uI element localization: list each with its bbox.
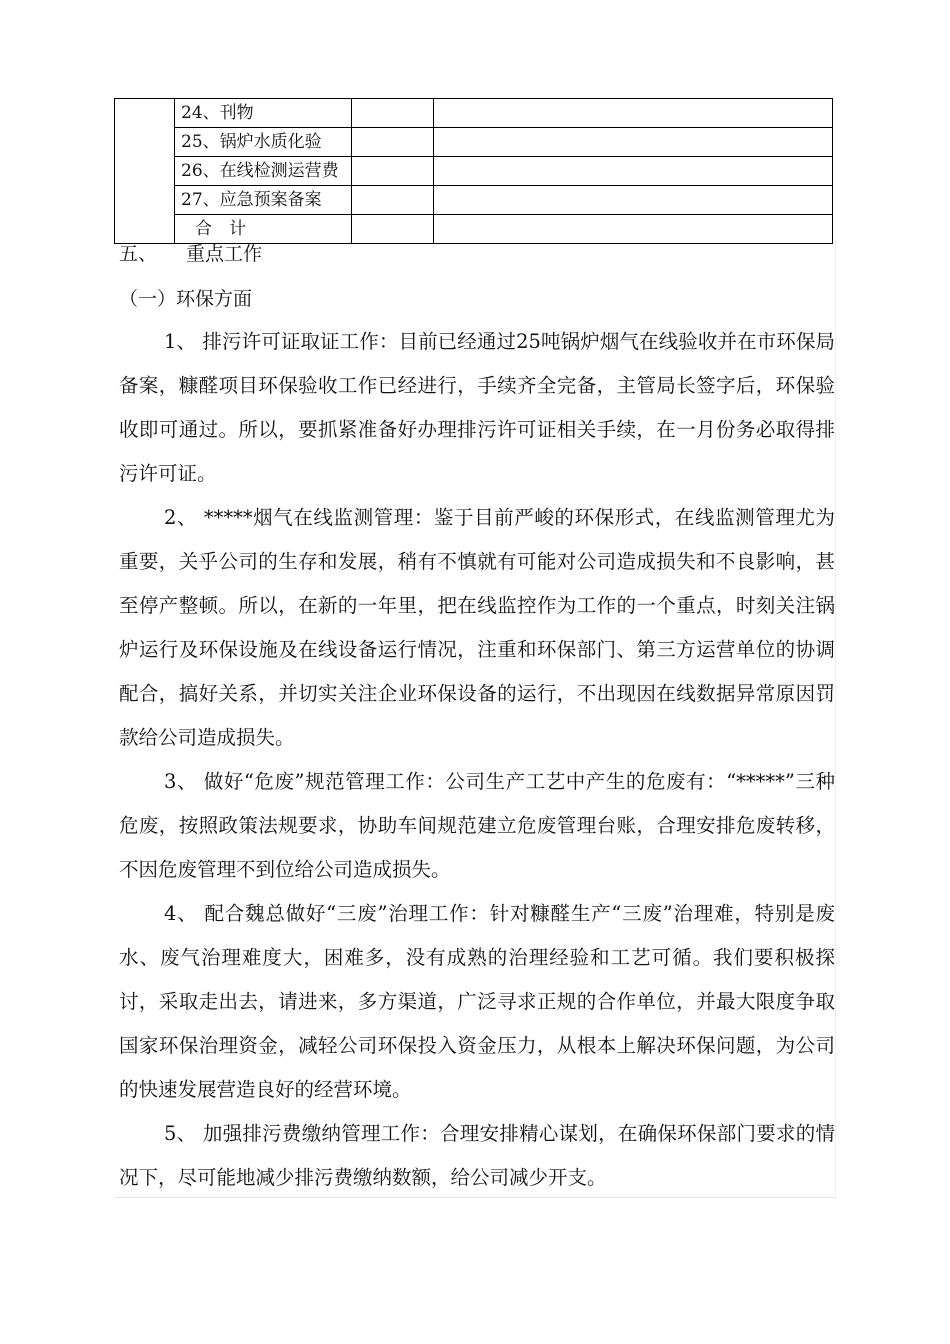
body-text <box>119 320 835 1200</box>
amount-cell <box>352 186 434 215</box>
subsection-title: （一）环保方面 <box>119 288 253 310</box>
amount-cell <box>352 215 434 244</box>
table-row <box>115 128 833 157</box>
paragraph-5: 5、 加强排污费缴纳管理工作：合理安排精心谋划，在确保环保部门要求的情况下，尽可能地减少排污费缴纳数额，给公司减少开支。 <box>119 1122 835 1189</box>
item-cell: 27、应急预案备案 <box>175 186 352 215</box>
cost-table <box>114 98 833 244</box>
item-cell: 26、在线检测运营费 <box>175 157 352 186</box>
note-cell <box>434 128 833 157</box>
table-row <box>115 186 833 215</box>
paragraph-1: 1、 排污许可证取证工作：目前已经通过25吨锅炉烟气在线验收并在市环保局备案，糠醛项目环保验收工作已经进行，手续齐全完备，主管局长签字后，环保验收即可通过。所以，要抓紧准备好办理排污许可证相关手续，在一月份务必取得排污许可证。 <box>119 330 835 485</box>
paragraph-3: 3、 做好“危废”规范管理工作：公司生产工艺中产生的危废有：“*****”三种危废，按照政策法规要求，协助车间规范建立危废管理台账，合理安排危废转移，不因危废管理不到位给公司造成损失。 <box>119 770 835 881</box>
amount-cell <box>352 99 434 128</box>
item-cell: 25、锅炉水质化验 <box>175 128 352 157</box>
page-border-right <box>835 240 836 1197</box>
paragraph-4: 4、 配合魏总做好“三废”治理工作：针对糠醛生产“三废”治理难，特别是废水、废气治理难度大，困难多，没有成熟的治理经验和工艺可循。我们要积极探讨，采取走出去，请进来，多方渠道，广泛寻求正规的合作单位，并最大限度争取国家环保治理资金，减轻公司环保投入资金压力，从根本上解决环保问题，为公司的快速发展营造良好的经营环境。 <box>119 902 835 1101</box>
page-border-bottom <box>114 1197 836 1198</box>
amount-cell <box>352 157 434 186</box>
table-row <box>115 99 833 128</box>
item-cell: 24、刊物 <box>175 99 352 128</box>
amount-cell <box>352 128 434 157</box>
table-row <box>115 157 833 186</box>
total-label-cell: 合 计 <box>175 215 352 244</box>
section-number: 五、 <box>119 243 158 265</box>
section-title: 重点工作 <box>186 243 263 265</box>
paragraph-2: 2、 *****烟气在线监测管理：鉴于目前严峻的环保形式，在线监测管理尤为重要，关乎公司的生存和发展，稍有不慎就有可能对公司造成损失和不良影响，甚至停产整顿。所以，在新的一年里，把在线监控作为工作的一个重点，时刻关注锅炉运行及环保设施及在线设备运行情况，注重和环保部门、第三方运营单位的协调配合，搞好关系，并切实关注企业环保设备的运行，不出现因在线数据异常原因罚款给公司造成损失。 <box>119 506 835 749</box>
note-cell <box>434 215 833 244</box>
category-cell <box>115 99 175 244</box>
note-cell <box>434 157 833 186</box>
note-cell <box>434 99 833 128</box>
note-cell <box>434 186 833 215</box>
